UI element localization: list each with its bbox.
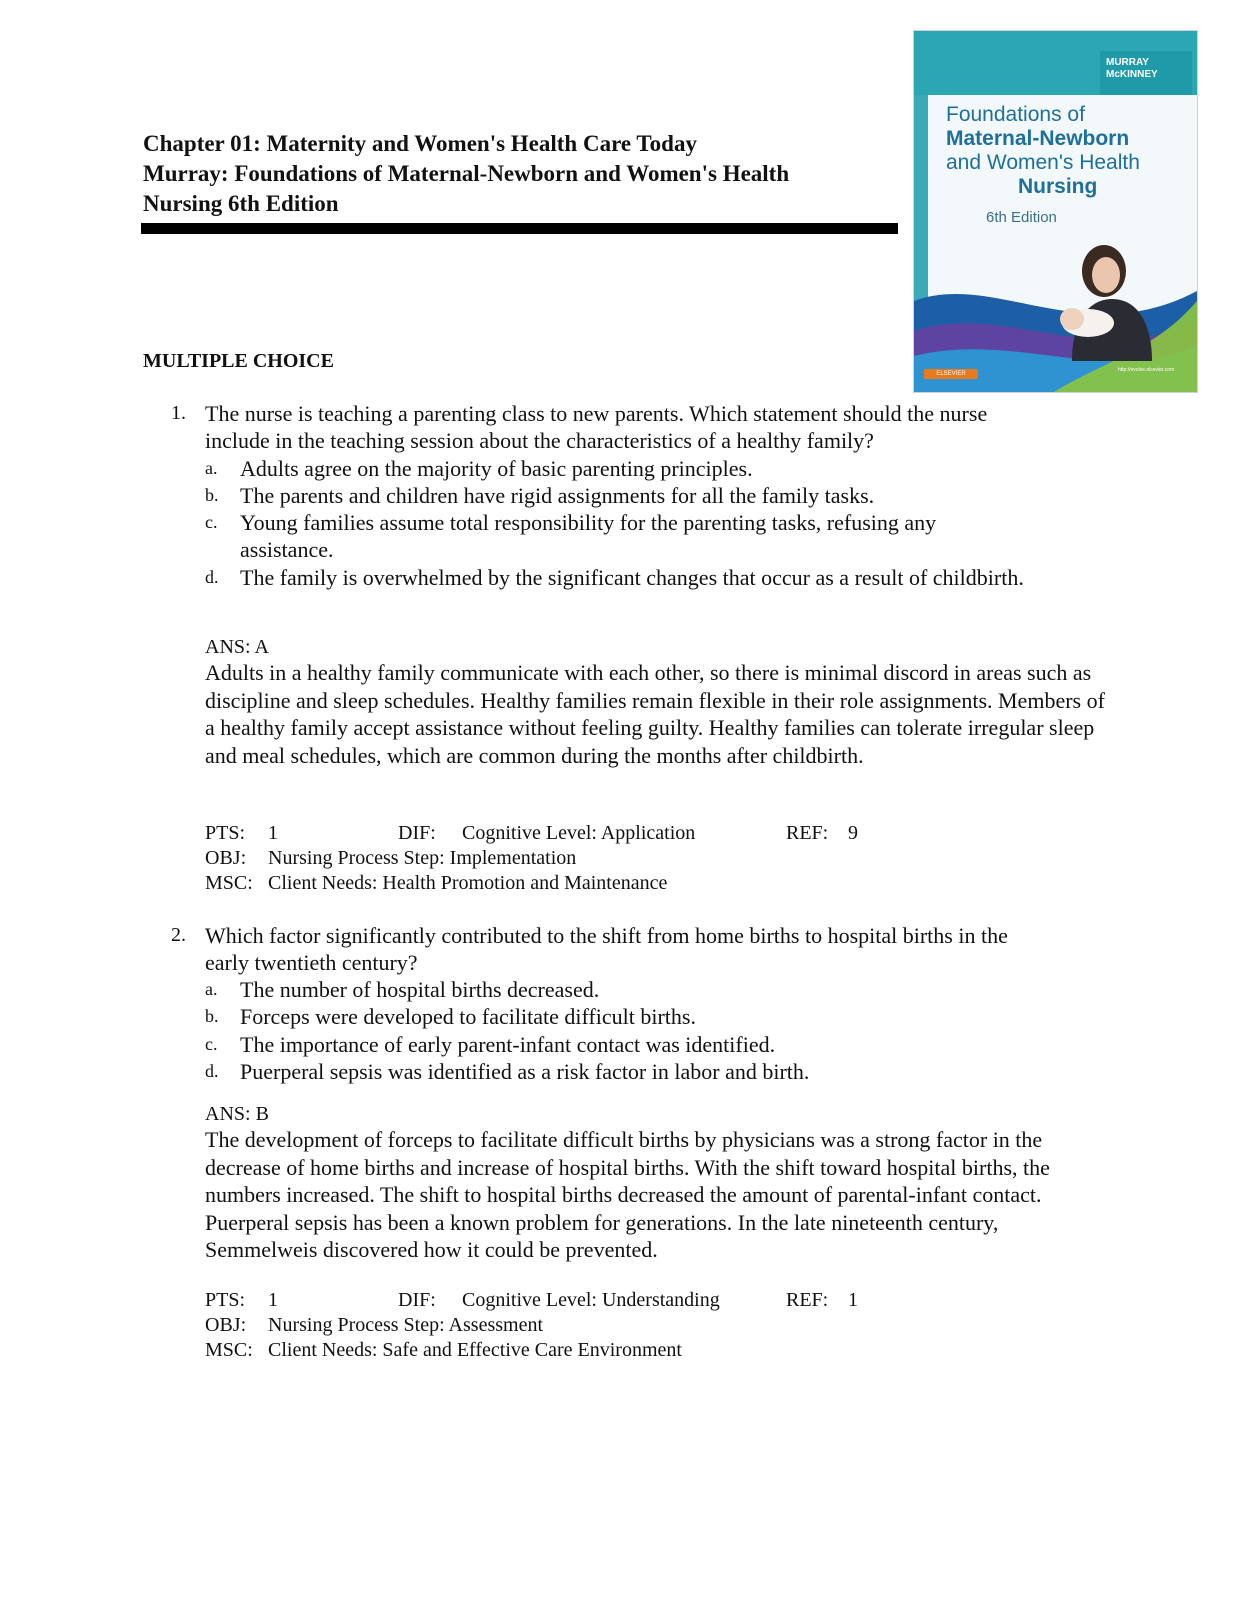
option-text: The number of hospital births decreased.: [240, 977, 600, 1002]
cover-authors: [1106, 57, 1158, 81]
cover-title: [946, 103, 1140, 199]
cover-edition: 6th Edition: [986, 209, 1057, 226]
mother-baby-photo: [1032, 231, 1162, 361]
question-stem-line: The nurse is teaching a parenting class to new parents. Which statement should the nurse: [205, 401, 988, 426]
title-line-chapter: Chapter 01: Maternity and Women's Health Care Today: [143, 131, 697, 156]
option-letter: a.: [205, 979, 218, 999]
obj-value: Nursing Process Step: Implementation: [268, 847, 577, 869]
option-letter: c.: [205, 1034, 218, 1054]
dif-label: DIF:: [398, 1289, 436, 1311]
option-text: The family is overwhelmed by the significant changes that occur as a result of childbirth.: [240, 565, 1024, 590]
msc-label: MSC:: [205, 1339, 253, 1361]
option-text: The importance of early parent-infant contact was identified.: [240, 1032, 776, 1057]
pts-value: 1: [268, 822, 278, 844]
ref-label: REF:: [786, 1289, 829, 1311]
ref-value: 1: [848, 1289, 858, 1311]
title-line-book: Murray: Foundations of Maternal-Newborn and Women's Health: [143, 161, 790, 186]
option-letter: d.: [205, 567, 219, 587]
question-stem-line: early twentieth century?: [205, 950, 418, 975]
title-line-edition: Nursing 6th Edition: [143, 191, 339, 216]
cover-title-line-2: Maternal-Newborn: [946, 127, 1130, 150]
obj-value: Nursing Process Step: Assessment: [268, 1314, 543, 1336]
title-rule: [141, 223, 898, 234]
answer-key: ANS: A: [205, 636, 269, 658]
option-text: Young families assume total responsibility for the parenting tasks, refusing any assistance.: [240, 510, 937, 562]
answer-key: ANS: B: [205, 1103, 269, 1125]
answer-rationale: Adults in a healthy family communicate with each other, so there is minimal discord in areas such as discipline and sleep schedules. Healthy families remain flexible in their role assignments. Members of a healthy family accept assistance without feeling guilty. Healthy families can tolerate irregular sleep and meal schedules, which are common during the months after childbirth.: [205, 660, 1105, 768]
option-text: Puerperal sepsis was identified as a risk factor in labor and birth.: [240, 1059, 810, 1084]
cover-title-line-1: Foundations of: [946, 103, 1085, 126]
cover-title-line-3: and Women's Health: [946, 151, 1140, 174]
cover-author-2: McKINNEY: [1106, 69, 1158, 80]
document-title: [143, 129, 903, 219]
option-letter: d.: [205, 1061, 219, 1081]
option-letter: c.: [205, 512, 218, 532]
msc-value: Client Needs: Safe and Effective Care Environment: [268, 1339, 682, 1361]
dif-value: Cognitive Level: Understanding: [462, 1289, 720, 1311]
question-stem-line: Which factor significantly contributed to the shift from home births to hospital births in the: [205, 923, 1008, 948]
option-letter: b.: [205, 485, 219, 505]
section-heading: MULTIPLE CHOICE: [143, 350, 334, 372]
msc-label: MSC:: [205, 872, 253, 894]
pts-label: PTS:: [205, 822, 246, 844]
question-stem-line: include in the teaching session about the characteristics of a healthy family?: [205, 428, 874, 453]
question-number: 2.: [171, 924, 186, 946]
option-text: Forceps were developed to facilitate difficult births.: [240, 1004, 696, 1029]
book-cover-image: [913, 30, 1198, 393]
obj-label: OBJ:: [205, 847, 247, 869]
question-number: 1.: [171, 402, 186, 424]
pts-value: 1: [268, 1289, 278, 1311]
cover-title-line-4: Nursing: [1018, 175, 1098, 198]
ref-value: 9: [848, 822, 858, 844]
cover-url: http://evolve.elsevier.com: [1118, 367, 1175, 373]
msc-value: Client Needs: Health Promotion and Maintenance: [268, 872, 668, 894]
option-text: Adults agree on the majority of basic parenting principles.: [240, 456, 753, 481]
ref-label: REF:: [786, 822, 829, 844]
cover-author-1: MURRAY: [1106, 57, 1149, 68]
pts-label: PTS:: [205, 1289, 246, 1311]
cover-publisher-logo: ELSEVIER: [924, 369, 978, 379]
answer-rationale: The development of forceps to facilitate difficult births by physicians was a strong factor in the decrease of home births and increase of hospital births. With the shift toward hospital births, the numbers increased. The shift to hospital births decreased the amount of parental-infant contact. Puerperal sepsis has been a known problem for generations. In the late nineteenth century, Semmelweis discovered how it could be prevented.: [205, 1127, 1050, 1262]
option-letter: a.: [205, 458, 218, 478]
option-text: The parents and children have rigid assignments for all the family tasks.: [240, 483, 875, 508]
dif-value: Cognitive Level: Application: [462, 822, 696, 844]
obj-label: OBJ:: [205, 1314, 247, 1336]
dif-label: DIF:: [398, 822, 436, 844]
option-letter: b.: [205, 1006, 219, 1026]
